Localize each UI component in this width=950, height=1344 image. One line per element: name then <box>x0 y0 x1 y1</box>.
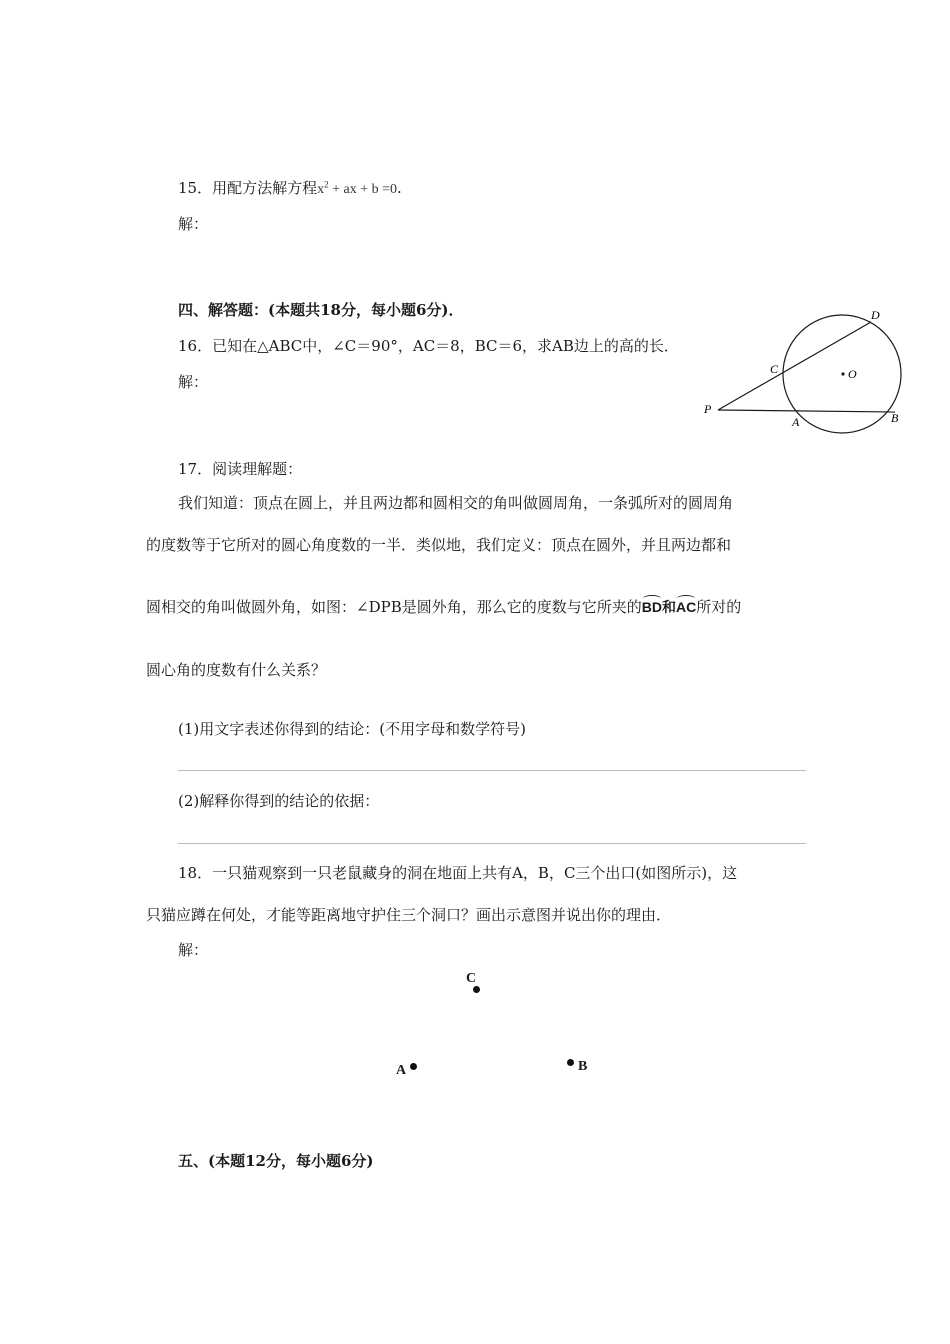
label-d: D <box>871 308 880 322</box>
q15-eq-sup: 2 <box>324 179 329 190</box>
arc-ac: AC <box>675 599 697 615</box>
circle-secant-diagram <box>704 306 904 436</box>
q18-answer-label: 解： <box>178 941 209 959</box>
section5-title: 五、(本题12分，每小题6分) <box>178 1152 374 1170</box>
q15-suffix: . <box>397 179 402 197</box>
arc-bd: BD <box>641 599 662 615</box>
q15-eq-rest: + ax + b =0 <box>332 182 397 197</box>
q15-prefix: 15．用配方法解方程 <box>178 179 318 197</box>
q17-title: 17．阅读理解题： <box>178 460 303 478</box>
q17-line4: 圆心角的度数有什么关系？ <box>146 661 327 679</box>
q16-text: 16．已知在△ABC中，∠C＝90°，AC＝8，BC＝6，求AB边上的高的长． <box>178 337 679 355</box>
answer-line-1[interactable] <box>178 770 806 771</box>
q17-line3-a: 圆相交的角叫做圆外角，如图：∠DPB是圆外角，那么它的度数与它所夹的 <box>146 598 642 616</box>
q15-eq-x: x <box>317 182 325 197</box>
label-c: C <box>770 362 779 376</box>
label-a: A <box>792 415 800 429</box>
point-b-dot <box>567 1059 574 1066</box>
q18-line2: 只猫应蹲在何处，才能等距离地守护住三个洞口？画出示意图并说出你的理由． <box>146 906 672 924</box>
answer-line-2[interactable] <box>178 843 806 844</box>
point-a-dot <box>410 1063 417 1070</box>
center-dot <box>841 372 844 375</box>
point-c-dot <box>473 986 480 993</box>
q15-line <box>178 177 402 198</box>
q17-line3 <box>146 596 741 617</box>
point-b-label: B <box>578 1059 588 1074</box>
secant-pd <box>718 322 871 410</box>
section4-title: 四、解答题：(本题共18分，每小题6分)． <box>178 301 464 319</box>
q16-answer-label: 解： <box>178 373 209 391</box>
q15-equation <box>317 179 397 197</box>
point-a-label: A <box>396 1063 407 1078</box>
label-p: P <box>704 402 712 416</box>
q18-line1: 18．一只猫观察到一只老鼠藏身的洞在地面上共有A，B，C三个出口(如图所示)，这 <box>178 864 738 882</box>
q17-part2: (2)解释你得到的结论的依据： <box>178 792 380 810</box>
q15-answer-label: 解： <box>178 215 209 233</box>
label-b: B <box>891 411 899 425</box>
secant-pb <box>718 410 895 412</box>
q17-part1: (1)用文字表述你得到的结论：(不用字母和数学符号) <box>178 720 526 738</box>
label-o: O <box>848 367 857 381</box>
q17-line1: 我们知道：顶点在圆上，并且两边都和圆相交的角叫做圆周角，一条弧所对的圆周角 <box>178 494 734 512</box>
q17-line2: 的度数等于它所对的圆心角度数的一半．类似地，我们定义：顶点在圆外，并且两边都和 <box>146 536 732 554</box>
point-c-label: C <box>466 971 477 986</box>
q17-conj: 和 <box>661 599 676 615</box>
q17-line3-b: 所对的 <box>696 598 742 616</box>
